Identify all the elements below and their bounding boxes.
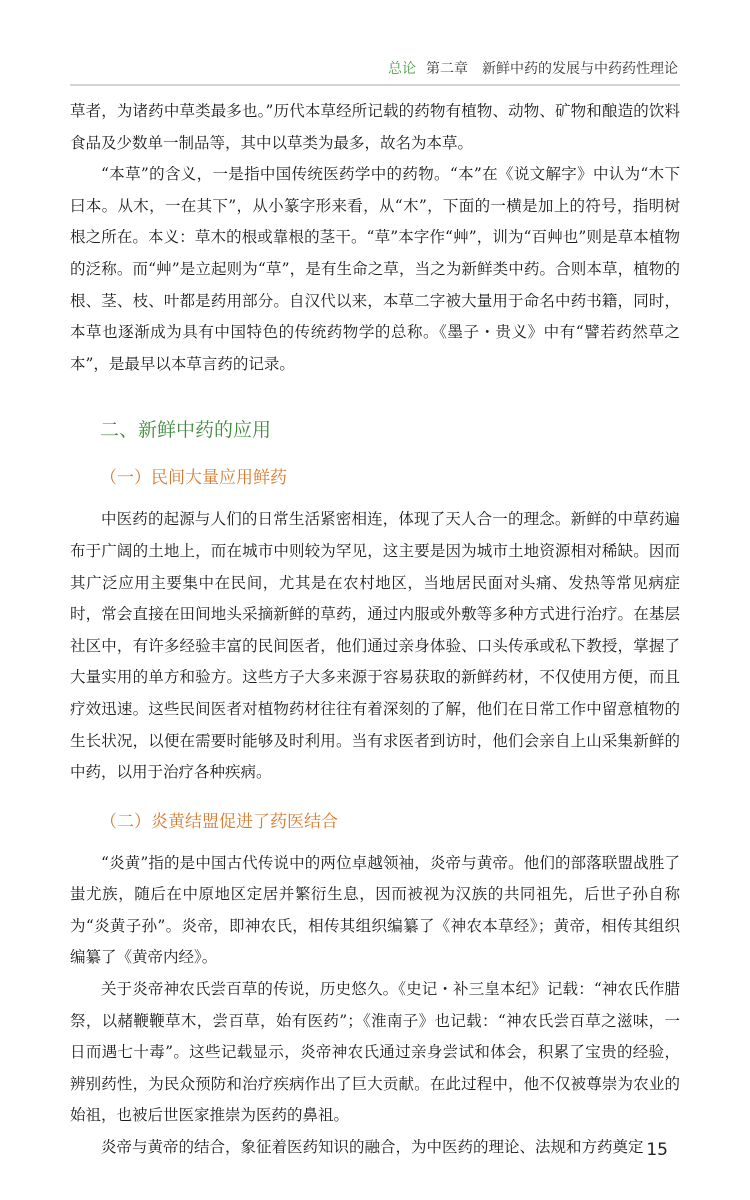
paragraph-shennong: 关于炎帝神农氏尝百草的传说，历史悠久。《史记・补三皇本纪》记载：“神农氏作腊祭，以赭鞭鞭草木，尝百草，始有医药”；《淮南子》也记载：“神农氏尝百草之滋味，一日而遇七十毒”。这些记载显示，炎帝神农氏通过亲身尝试和体会，积累了宝贵的经验，辨别药性，为民众预防和治疗疾病作出了巨大贡献。在此过程中，他不仅被尊崇为农业的始祖，也被后世医家推崇为医药的鼻祖。 (70, 980, 680, 1125)
section-heading: 二、新鲜中药的应用 (100, 419, 272, 442)
paragraph-bencao-meaning: “本草”的含义，一是指中国传统医药学中的药物。“本”在《说文解字》中认为“木下曰本。从木，一在其下”，从小篆字形来看，从“木”，下面的一横是加上的符号，指明树根之所在。本义：草木的根或靠根的茎干。“草”本字作“艸”，训为“百艸也”则是草本植物的泛称。而“艸”是立起则为“草”，是有生命之草，当之为新鲜类中药。合则本草，植物的根、茎、枝、叶都是药用部分。自汉代以来，本草二字被大量用于命名中药书籍，同时，本草也逐渐成为具有中国特色的传统药物学的总称。《墨子・贵义》中有“譬若药然草之本”，是最早以本草言药的记录。 (70, 165, 680, 373)
paragraph-folk-use: 中医药的起源与人们的日常生活紧密相连，体现了天人合一的理念。新鲜的中草药遍布于广阔的土地上，而在城市中则较为罕见，这主要是因为城市土地资源相对稀缺。因而其广泛应用主要集中在民间，尤其是在农村地区，当地居民面对头痛、发热等常见病症时，常会直接在田间地头采摘新鲜的草药，通过内服或外敷等多种方式进行治疗。在基层社区中，有许多经验丰富的民间医者，他们通过亲身体验、口头传承或私下教授，掌握了大量实用的单方和验方。这些方子大多来源于容易获取的新鲜药材，不仅使用方便，而且疗效迅速。这些民间医者对植物药材往往有着深刻的了解，他们在日常工作中留意植物的生长状况，以便在需要时能够及时利用。当有求医者到访时，他们会亲自上山采集新鲜的中药，以用于治疗各种疾病。 (70, 510, 680, 782)
header-divider (70, 84, 680, 86)
subsection-heading-yanhuang: （二）炎黄结盟促进了药医结合 (100, 811, 338, 832)
page-body (70, 96, 680, 1164)
paragraph-continued: 草者，为诸药中草类最多也。”历代本草经所记载的药物有植物、动物、矿物和酿造的饮料食品及少数单一制品等，其中以草类为最多，故名为本草。 (70, 102, 680, 152)
header-section: 总论 (388, 61, 416, 77)
header-chapter-title: 第二章 新鲜中药的发展与中药药性理论 (426, 61, 678, 77)
running-header (388, 58, 678, 78)
paragraph-integration: 炎帝与黄帝的结合，象征着医药知识的融合，为中医药的理论、法规和方药奠定 (101, 1138, 644, 1157)
paragraph-yanhuang: “炎黄”指的是中国古代传说中的两位卓越领袖，炎帝与黄帝。他们的部落联盟战胜了蚩尤族，随后在中原地区定居并繁衍生息，因而被视为汉族的共同祖先，后世子孙自称为“炎黄子孙”。炎帝，即神农氏，相传其组织编纂了《神农本草经》；黄帝，相传其组织编纂了《黄帝内经》。 (70, 853, 680, 967)
page-number: 15 (646, 1140, 668, 1160)
subsection-heading-folk: （一）民间大量应用鲜药 (100, 468, 287, 489)
